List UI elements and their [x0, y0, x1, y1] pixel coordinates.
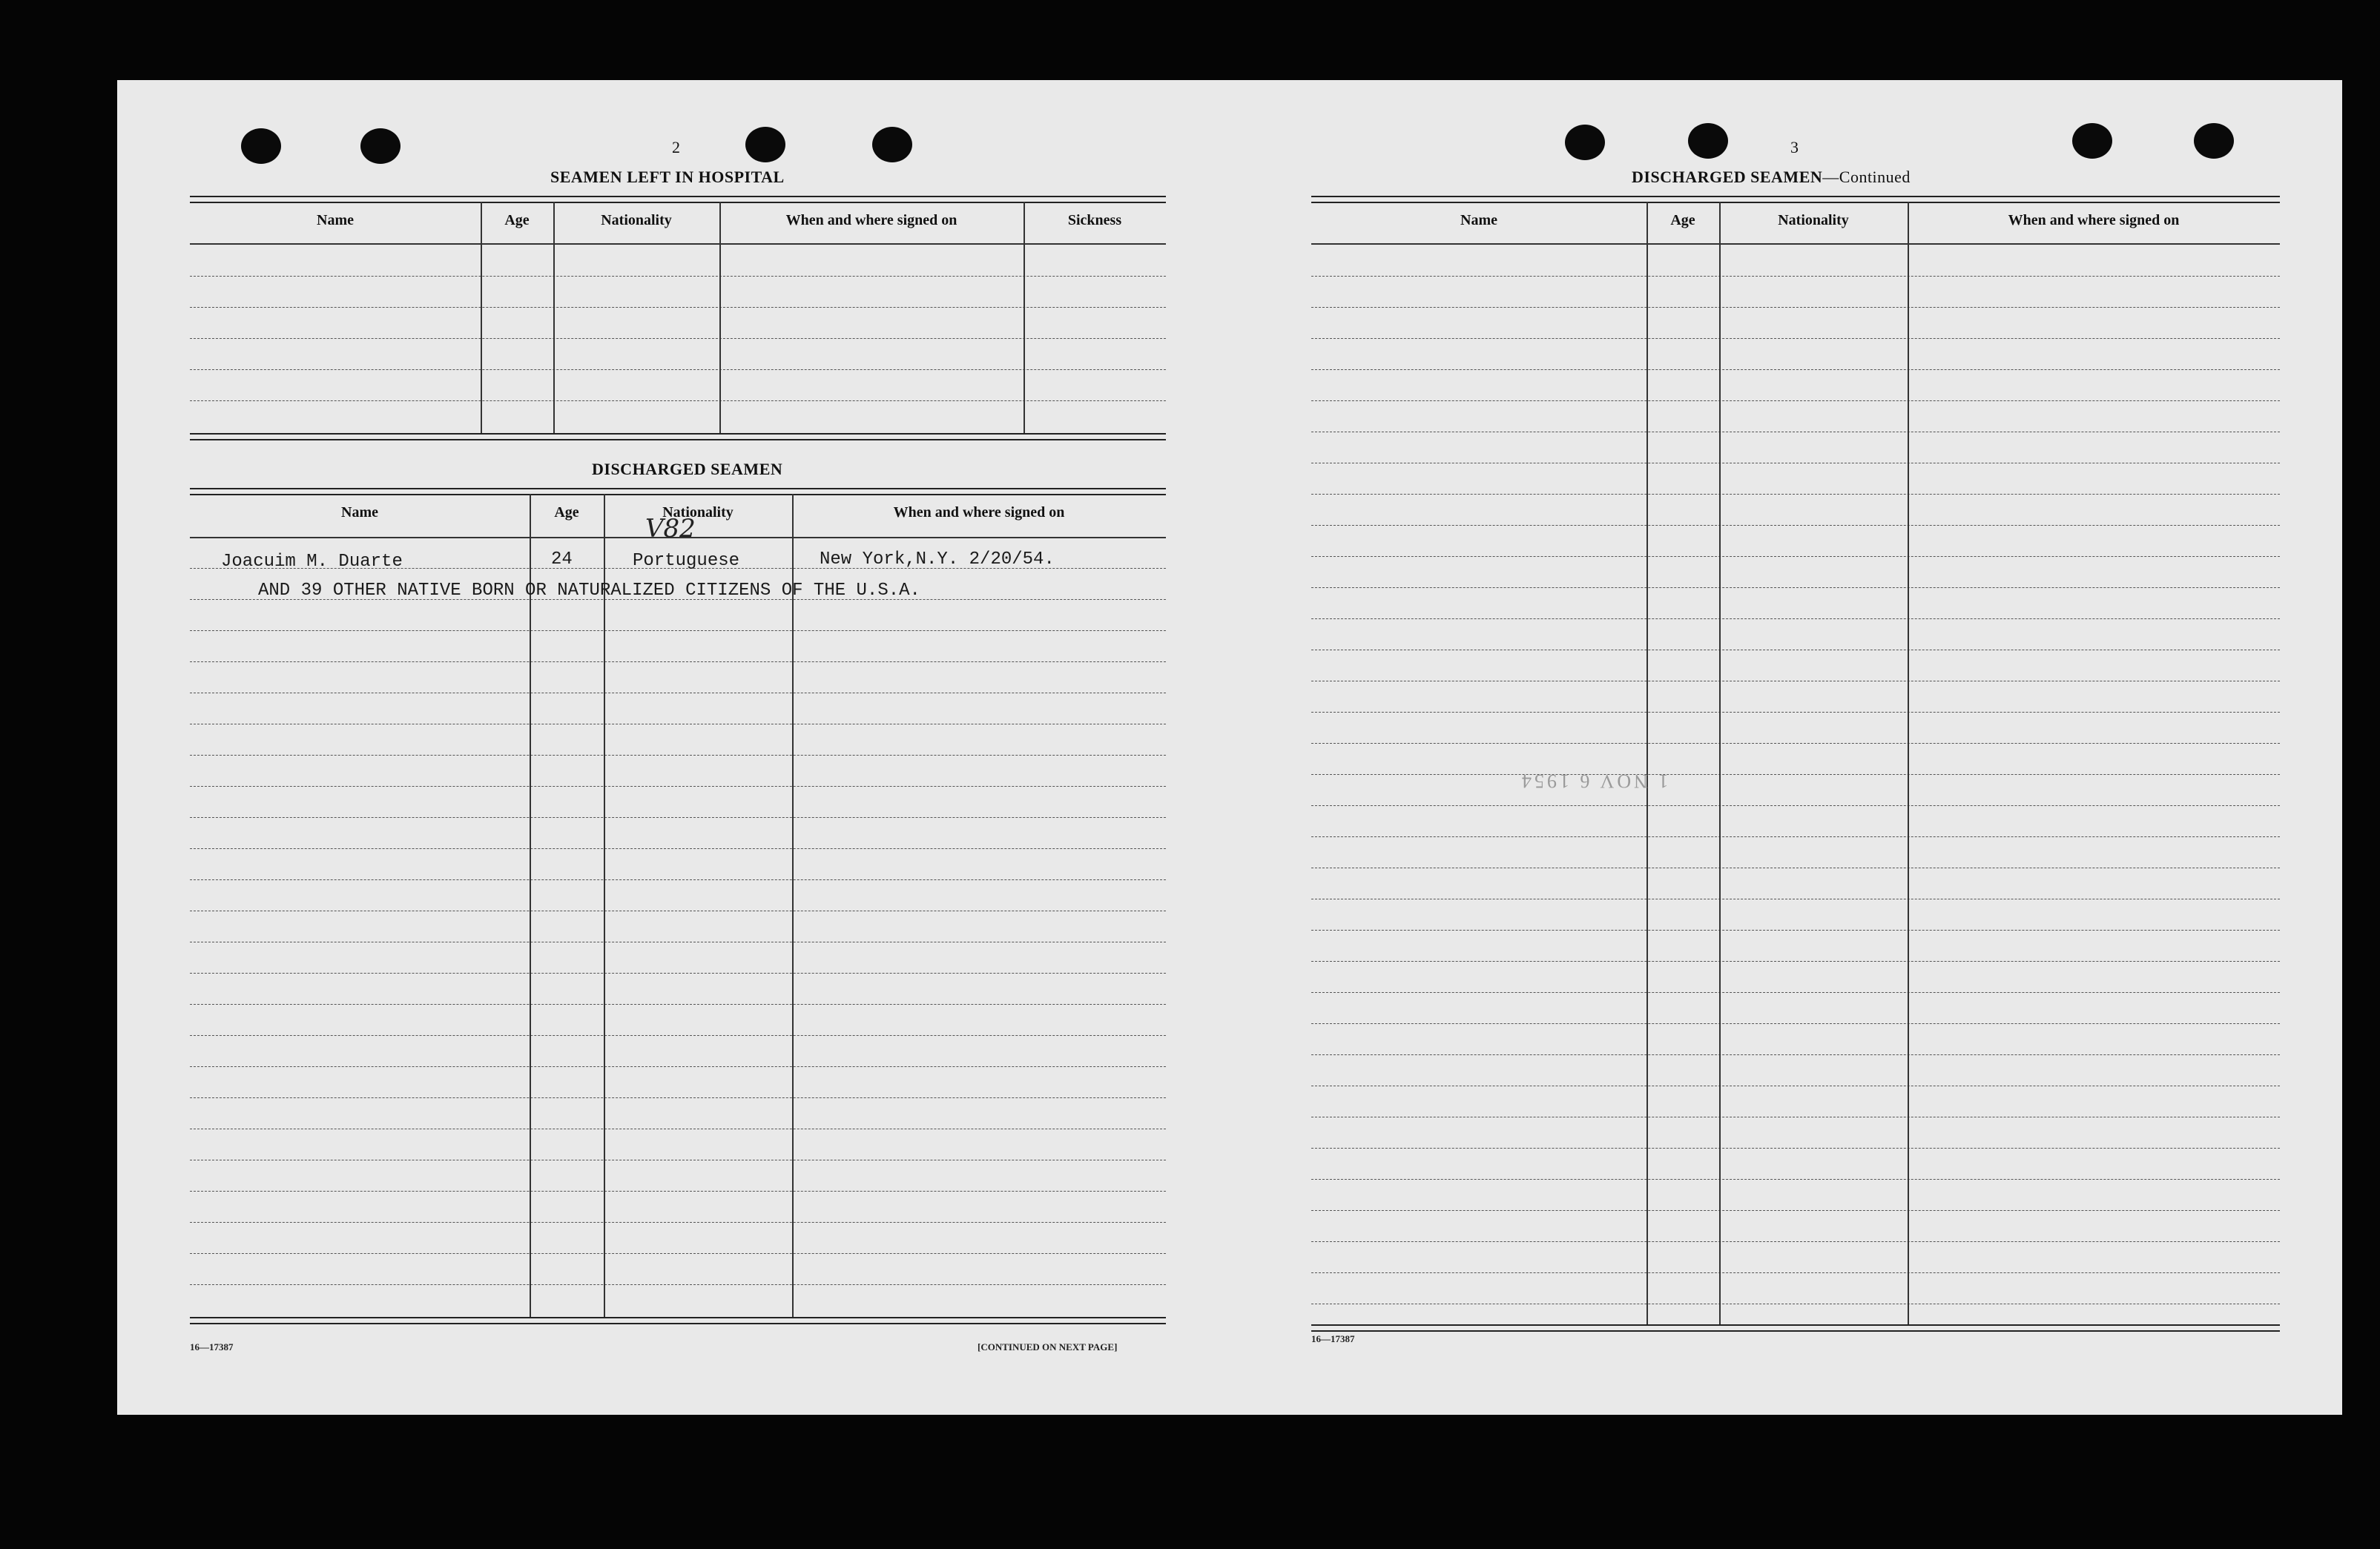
discharged-section-title: DISCHARGED SEAMEN	[592, 460, 783, 478]
form-number: 16—17387	[190, 1341, 234, 1353]
title-suffix: —Continued	[1822, 168, 1911, 186]
col-header-sickness: Sickness	[1067, 212, 1122, 228]
col-header-nationality: Nationality	[1778, 212, 1849, 228]
hospital-section-title: SEAMEN LEFT IN HOSPITAL	[550, 168, 785, 186]
seaman-name: Joacuim M. Duarte	[221, 552, 403, 572]
punch-hole	[745, 127, 785, 162]
seaman-age: 24	[551, 549, 573, 569]
col-header-age: Age	[1670, 212, 1695, 228]
title-main: DISCHARGED SEAMEN	[1632, 168, 1823, 186]
punch-hole	[2072, 123, 2112, 159]
punch-hole	[2194, 123, 2234, 159]
citizens-note: AND 39 OTHER NATIVE BORN OR NATURALIZED CITIZENS OF THE U.S.A.	[258, 581, 920, 601]
discharged-continued-title	[1632, 168, 1911, 187]
col-header-signed-on: When and where signed on	[2008, 212, 2180, 228]
col-header-nationality: Nationality	[601, 212, 672, 228]
continued-note: [CONTINUED ON NEXT PAGE]	[978, 1341, 1118, 1353]
page-number: 2	[672, 138, 680, 156]
col-header-signed-on: When and where signed on	[785, 212, 957, 228]
col-header-name: Name	[341, 504, 378, 521]
discharged-table	[190, 488, 1166, 1333]
handwritten-annotation: V82	[645, 514, 696, 544]
document-sheet	[117, 80, 2342, 1415]
col-header-age: Age	[554, 504, 579, 521]
punch-hole	[872, 127, 912, 162]
seaman-signed-on: New York,N.Y. 2/20/54.	[820, 549, 1055, 569]
col-header-name: Name	[1460, 212, 1497, 228]
punch-hole	[1688, 123, 1728, 159]
hospital-table	[190, 196, 1166, 442]
punch-hole	[241, 128, 281, 164]
col-header-nationality: Nationality	[662, 504, 734, 521]
form-number: 16—17387	[1311, 1333, 1355, 1344]
discharged-continued-table	[1311, 196, 2280, 1335]
seaman-nationality: Portuguese	[633, 551, 740, 571]
col-header-age: Age	[504, 212, 530, 228]
stamp-ghost: 1 NOV 6 1954	[1519, 770, 1669, 792]
col-header-signed-on: When and where signed on	[893, 504, 1065, 521]
col-header-name: Name	[317, 212, 354, 228]
page-number: 3	[1790, 138, 1799, 156]
punch-hole	[1565, 125, 1605, 160]
punch-hole	[360, 128, 400, 164]
